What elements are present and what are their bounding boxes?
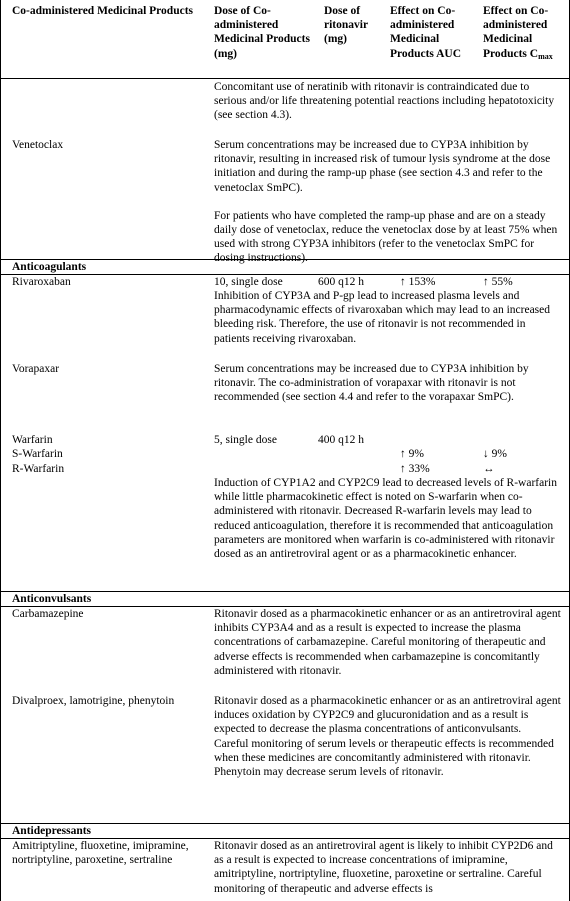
rivaroxaban-ritonavir-dose: 600 q12 h [318, 276, 364, 288]
header-col-cmax [483, 4, 567, 64]
carbamazepine-note: Ritonavir dosed as a pharmacokinetic enhancer or as an antiretroviral agent inhibits CYP3A4 and as a result is expected to increase the plasma concentrations of carbamazepine. Careful monitoring of therapeutic and adverse effects is recommended when carbamazepine is concomitantly administered with ritonavir. [214, 608, 561, 677]
divalproex-paragraph-2: Careful monitoring of serum levels or therapeutic effects is recommended when these medicines are concomitantly administered with ritonavir. Phenytoin may decrease serum levels of ritonavir. [214, 737, 554, 779]
table-header [0, 0, 570, 79]
header-col-products: Co-administered Medicinal Products [12, 5, 194, 17]
warfarin-note: Induction of CYP1A2 and CYP2C9 lead to decreased levels of R-warfarin while little pharmacokinetic effect is noted on S-warfarin when co-administered with ritonavir. Decreased R-warfarin levels may lead to reduced anticoagulation, therefore it is recommended that anticoagulation parameters are monitored when warfarin is co-administered with ritonavir dosed as an antiretroviral agent or as a pharmacokinetic enhancer. [214, 477, 558, 561]
divalproex-note [214, 694, 562, 779]
rivaroxaban-dose: 10, single dose [214, 276, 283, 288]
rivaroxaban-note: Inhibition of CYP3A and P-gp lead to increased plasma levels and pharmacodynamic effects of rivaroxaban which may lead to an increased bleeding risk. Therefore, the use of ritonavir is not recommended in patients receiving rivaroxaban. [214, 290, 551, 345]
header-col-auc: Effect on Co-administered Medicinal Products AUC [390, 5, 462, 60]
drug-divalproex-lamotrigine-phenytoin: Divalproex, lamotrigine, phenytoin [12, 695, 175, 707]
drug-antidepressant-group: Amitriptyline, fluoxetine, imipramine, nortriptyline, paroxetine, sertraline [12, 840, 189, 867]
rivaroxaban-auc: ↑ 153% [400, 276, 436, 288]
warfarin-ritonavir-dose: 400 q12 h [318, 434, 364, 446]
r-warfarin-auc: ↑ 33% [400, 463, 430, 475]
antidepressant-group-note: Ritonavir dosed as an antiretroviral agent is likely to inhibit CYP2D6 and as a result is expected to increase concentrations of imipramine, amitriptyline, nortriptyline, fluoxetine, paroxetine or sertraline. Careful monitoring of therapeutic and adverse effects is [214, 840, 553, 895]
venetoclax-paragraph-2: For patients who have completed the ramp-up phase and are on a steady daily dose of venetoclax, reduce the venetoclax dose by at least 75% when used with strong CYP3A inhibitors (refer to the venetoclax SmPC for dosing instructions). [214, 209, 558, 265]
drug-rivaroxaban: Rivaroxaban [12, 276, 71, 288]
header-col-cmax-text: Effect on Co-administered Medicinal Products C [483, 5, 549, 60]
drug-s-warfarin: S-Warfarin [12, 448, 63, 460]
divalproex-paragraph-1: Ritonavir dosed as a pharmacokinetic enhancer or as an antiretroviral agent induces oxidation by CYP2C9 and glucuronidation and as a result is expected to decrease the plasma concentrations of anticonvulsants. [214, 695, 561, 736]
drug-r-warfarin: R-Warfarin [12, 463, 65, 475]
section-anticonvulsants: Anticonvulsants [12, 593, 92, 605]
rivaroxaban-cmax: ↑ 55% [483, 276, 513, 288]
header-col-cmax-subscript: max [538, 51, 553, 61]
drug-carbamazepine: Carbamazepine [12, 608, 84, 620]
header-col-ritonavir-dose: Dose of ritonavir (mg) [324, 5, 368, 46]
header-col-dose: Dose of Co-administered Medicinal Products (mg) [214, 5, 310, 60]
drug-venetoclax: Venetoclax [12, 139, 64, 151]
venetoclax-note [214, 138, 562, 266]
vorapaxar-note: Serum concentrations may be increased due to CYP3A inhibition by ritonavir. The co-administration of vorapaxar with ritonavir is not recommended (see section 4.4 and refer to the vorapaxar SmPC). [214, 363, 529, 404]
section-antidepressants: Antidepressants [12, 825, 92, 837]
section-anticoagulants: Anticoagulants [12, 261, 87, 273]
venetoclax-paragraph-1: Serum concentrations may be increased due to CYP3A inhibition by ritonavir, resulting in increased risk of tumour lysis syndrome at the dose initiation and during the ramp-up phase (see section 4.3 and refer to the venetoclax SmPC). [214, 139, 551, 194]
s-warfarin-cmax: ↓ 9% [483, 448, 507, 460]
drug-warfarin: Warfarin [12, 434, 53, 446]
s-warfarin-auc: ↑ 9% [400, 448, 424, 460]
warfarin-dose: 5, single dose [214, 434, 277, 446]
r-warfarin-cmax: ↔ [483, 463, 495, 475]
neratinib-note: Concomitant use of neratinib with ritonavir is contraindicated due to serious and/or life threatening potential reactions including hepatotoxicity (see section 4.3). [214, 81, 555, 122]
drug-vorapaxar: Vorapaxar [12, 363, 60, 375]
table-left-border [0, 0, 1, 901]
